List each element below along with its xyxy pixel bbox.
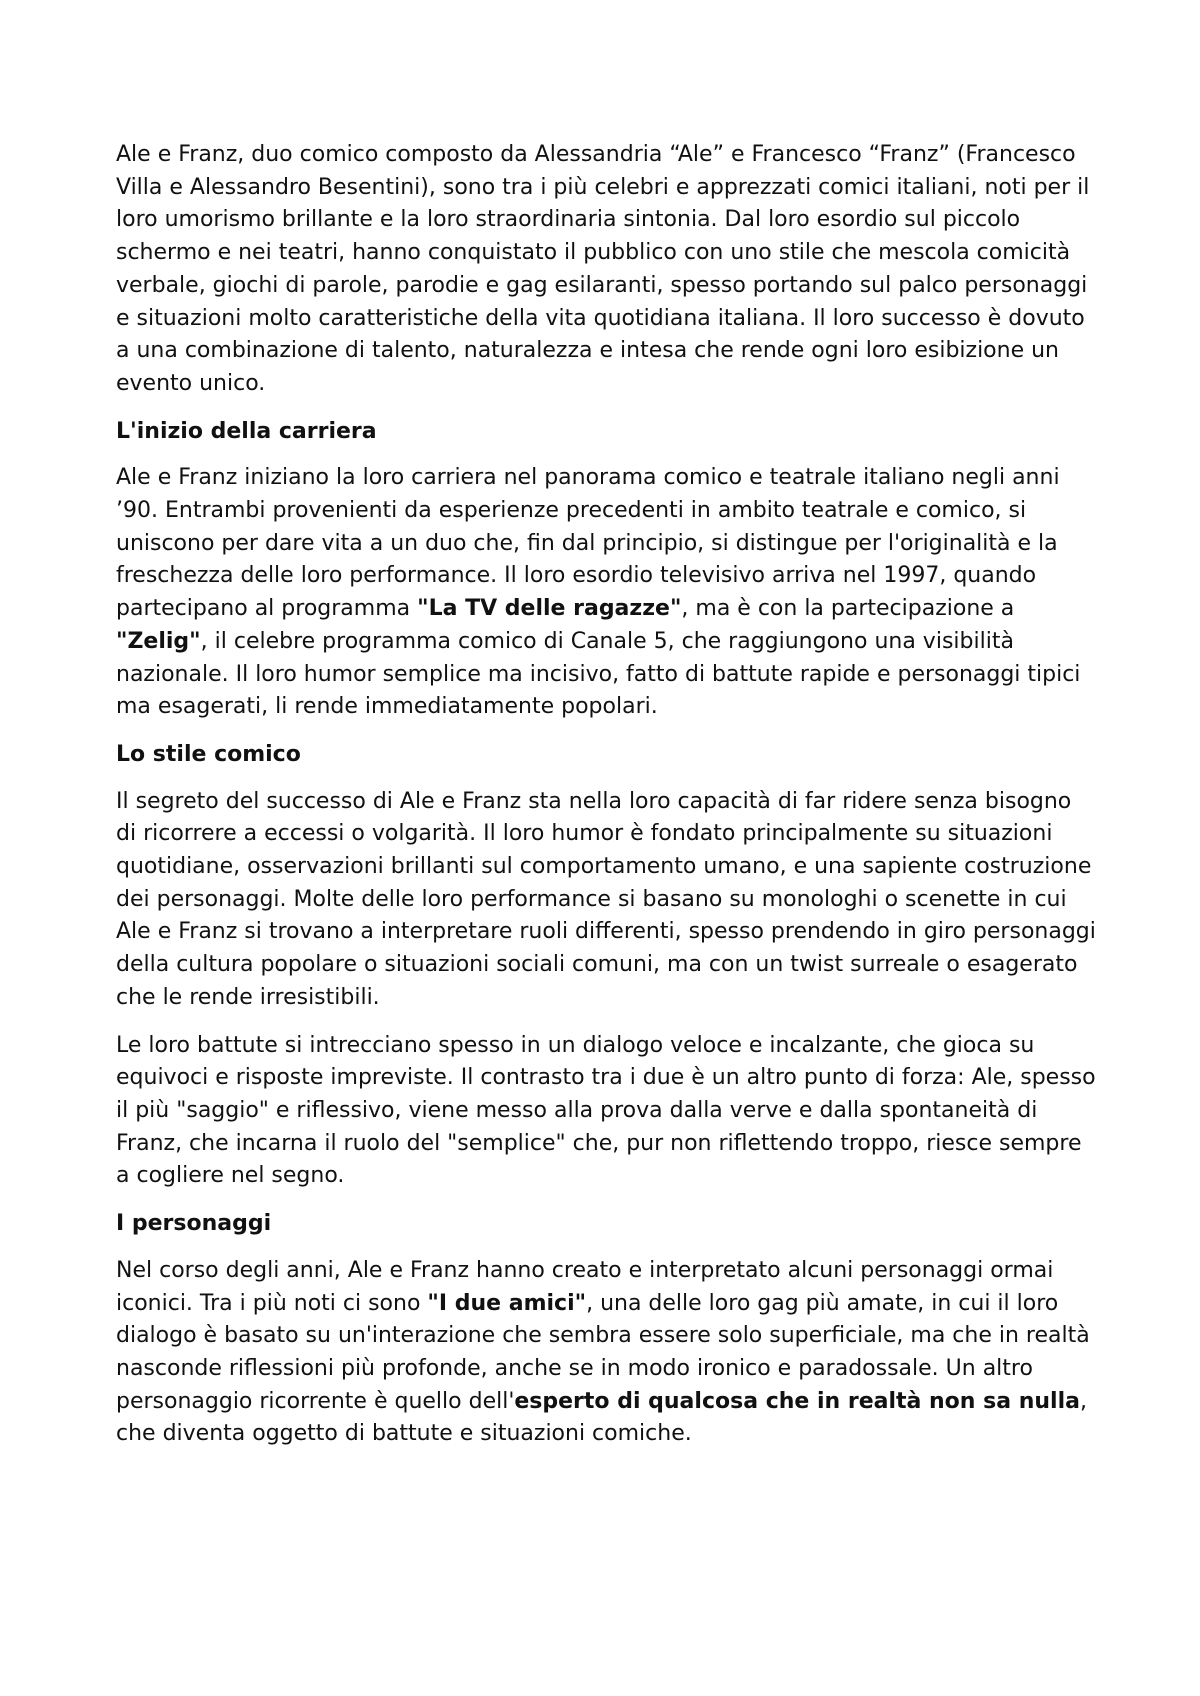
bold-text: esperto di qualcosa che in realtà non sa nulla [514, 1388, 1080, 1414]
section-heading: I personaggi [116, 1211, 272, 1237]
bold-text: "La TV delle ragazze" [417, 596, 682, 622]
body-text: Le loro battute si intrecciano spesso in un dialogo veloce e incalzante, che gioca su equivoci e risposte impreviste. Il contrasto tra i due è un altro punto di forza: Ale, spesso il più "saggio" e riflessivo, viene messo alla prova dalla verve e dalla spontaneità di Franz, che incarna il ruolo del "semplice" che, pur non riflettendo troppo, riesce sempre a cogliere nel segno. [116, 1032, 1096, 1189]
intro-paragraph: Ale e Franz, duo comico composto da Alessandria “Ale” e Francesco “Franz” (Francesco Villa e Alessandro Besentini), sono tra i più celebri e apprezzati comici italiani, noti per il loro umorismo brillante e la loro straordinaria sintonia. Dal loro esordio sul piccolo schermo e nei teatri, hanno conquistato il pubblico con uno stile che mescola comicità verbale, giochi di parole, parodie e gag esilaranti, spesso portando sul palco personaggi e situazioni molto caratteristiche della vita quotidiana italiana. Il loro successo è dovuto a una combinazione di talento, naturalezza e intesa che rende ogni loro esibizione un evento unico. [116, 142, 1090, 396]
document-page [116, 139, 1096, 1466]
section-heading: L'inizio della carriera [116, 418, 377, 444]
bold-text: "I due amici" [427, 1290, 587, 1316]
section-heading: Lo stile comico [116, 741, 301, 767]
section-paragraph [116, 1030, 1096, 1194]
bold-text: "Zelig" [116, 628, 201, 654]
section-paragraph [116, 462, 1096, 724]
body-text: , ma è con la partecipazione a [681, 596, 1015, 622]
body-text: , il celebre programma comico di Canale 5, che raggiungono una visibilità nazionale. Il loro humor semplice ma incisivo, fatto di battute rapide e personaggi tipici ma esagerati, li rende immediatamente popolari. [116, 628, 1081, 720]
body-text: Ale e Franz iniziano la loro carriera nel panorama comico e teatrale italiano negli anni ’90. Entrambi provenienti da esperienze precedenti in ambito teatrale e comico, si uniscono per dare vita a un duo che, fin dal principio, si distingue per l'originalità e la freschezza delle loro performance. Il loro esordio televisivo arriva nel 1997, quando partecipano al programma [116, 465, 1060, 622]
body-text: Il segreto del successo di Ale e Franz sta nella loro capacità di far ridere senza bisogno di ricorrere a eccessi o volgarità. Il loro humor è fondato principalmente su situazioni quotidiane, osservazioni brillanti sul comportamento umano, e una sapiente costruzione dei personaggi. Molte delle loro performance si basano su monologhi o scenette in cui Ale e Franz si trovano a interpretare ruoli differenti, spesso prendendo in giro personaggi della cultura popolare o situazioni sociali comuni, ma con un twist surreale o esagerato che le rende irresistibili. [116, 788, 1096, 1010]
body-text: Nel corso degli anni, Ale e Franz hanno creato e interpretato alcuni personaggi ormai iconici. Tra i più noti ci sono [116, 1257, 1054, 1316]
document-sections [116, 416, 1096, 1451]
section-paragraph [116, 786, 1096, 1015]
section-paragraph [116, 1255, 1096, 1451]
body-text: , che diventa oggetto di battute e situazioni comiche. [116, 1388, 1087, 1447]
body-text: , una delle loro gag più amate, in cui il loro dialogo è basato su un'interazione che sembra essere solo superficiale, ma che in realtà nasconde riflessioni più profonde, anche se in modo ironico e paradossale. Un altro personaggio ricorrente è quello dell' [116, 1290, 1090, 1414]
